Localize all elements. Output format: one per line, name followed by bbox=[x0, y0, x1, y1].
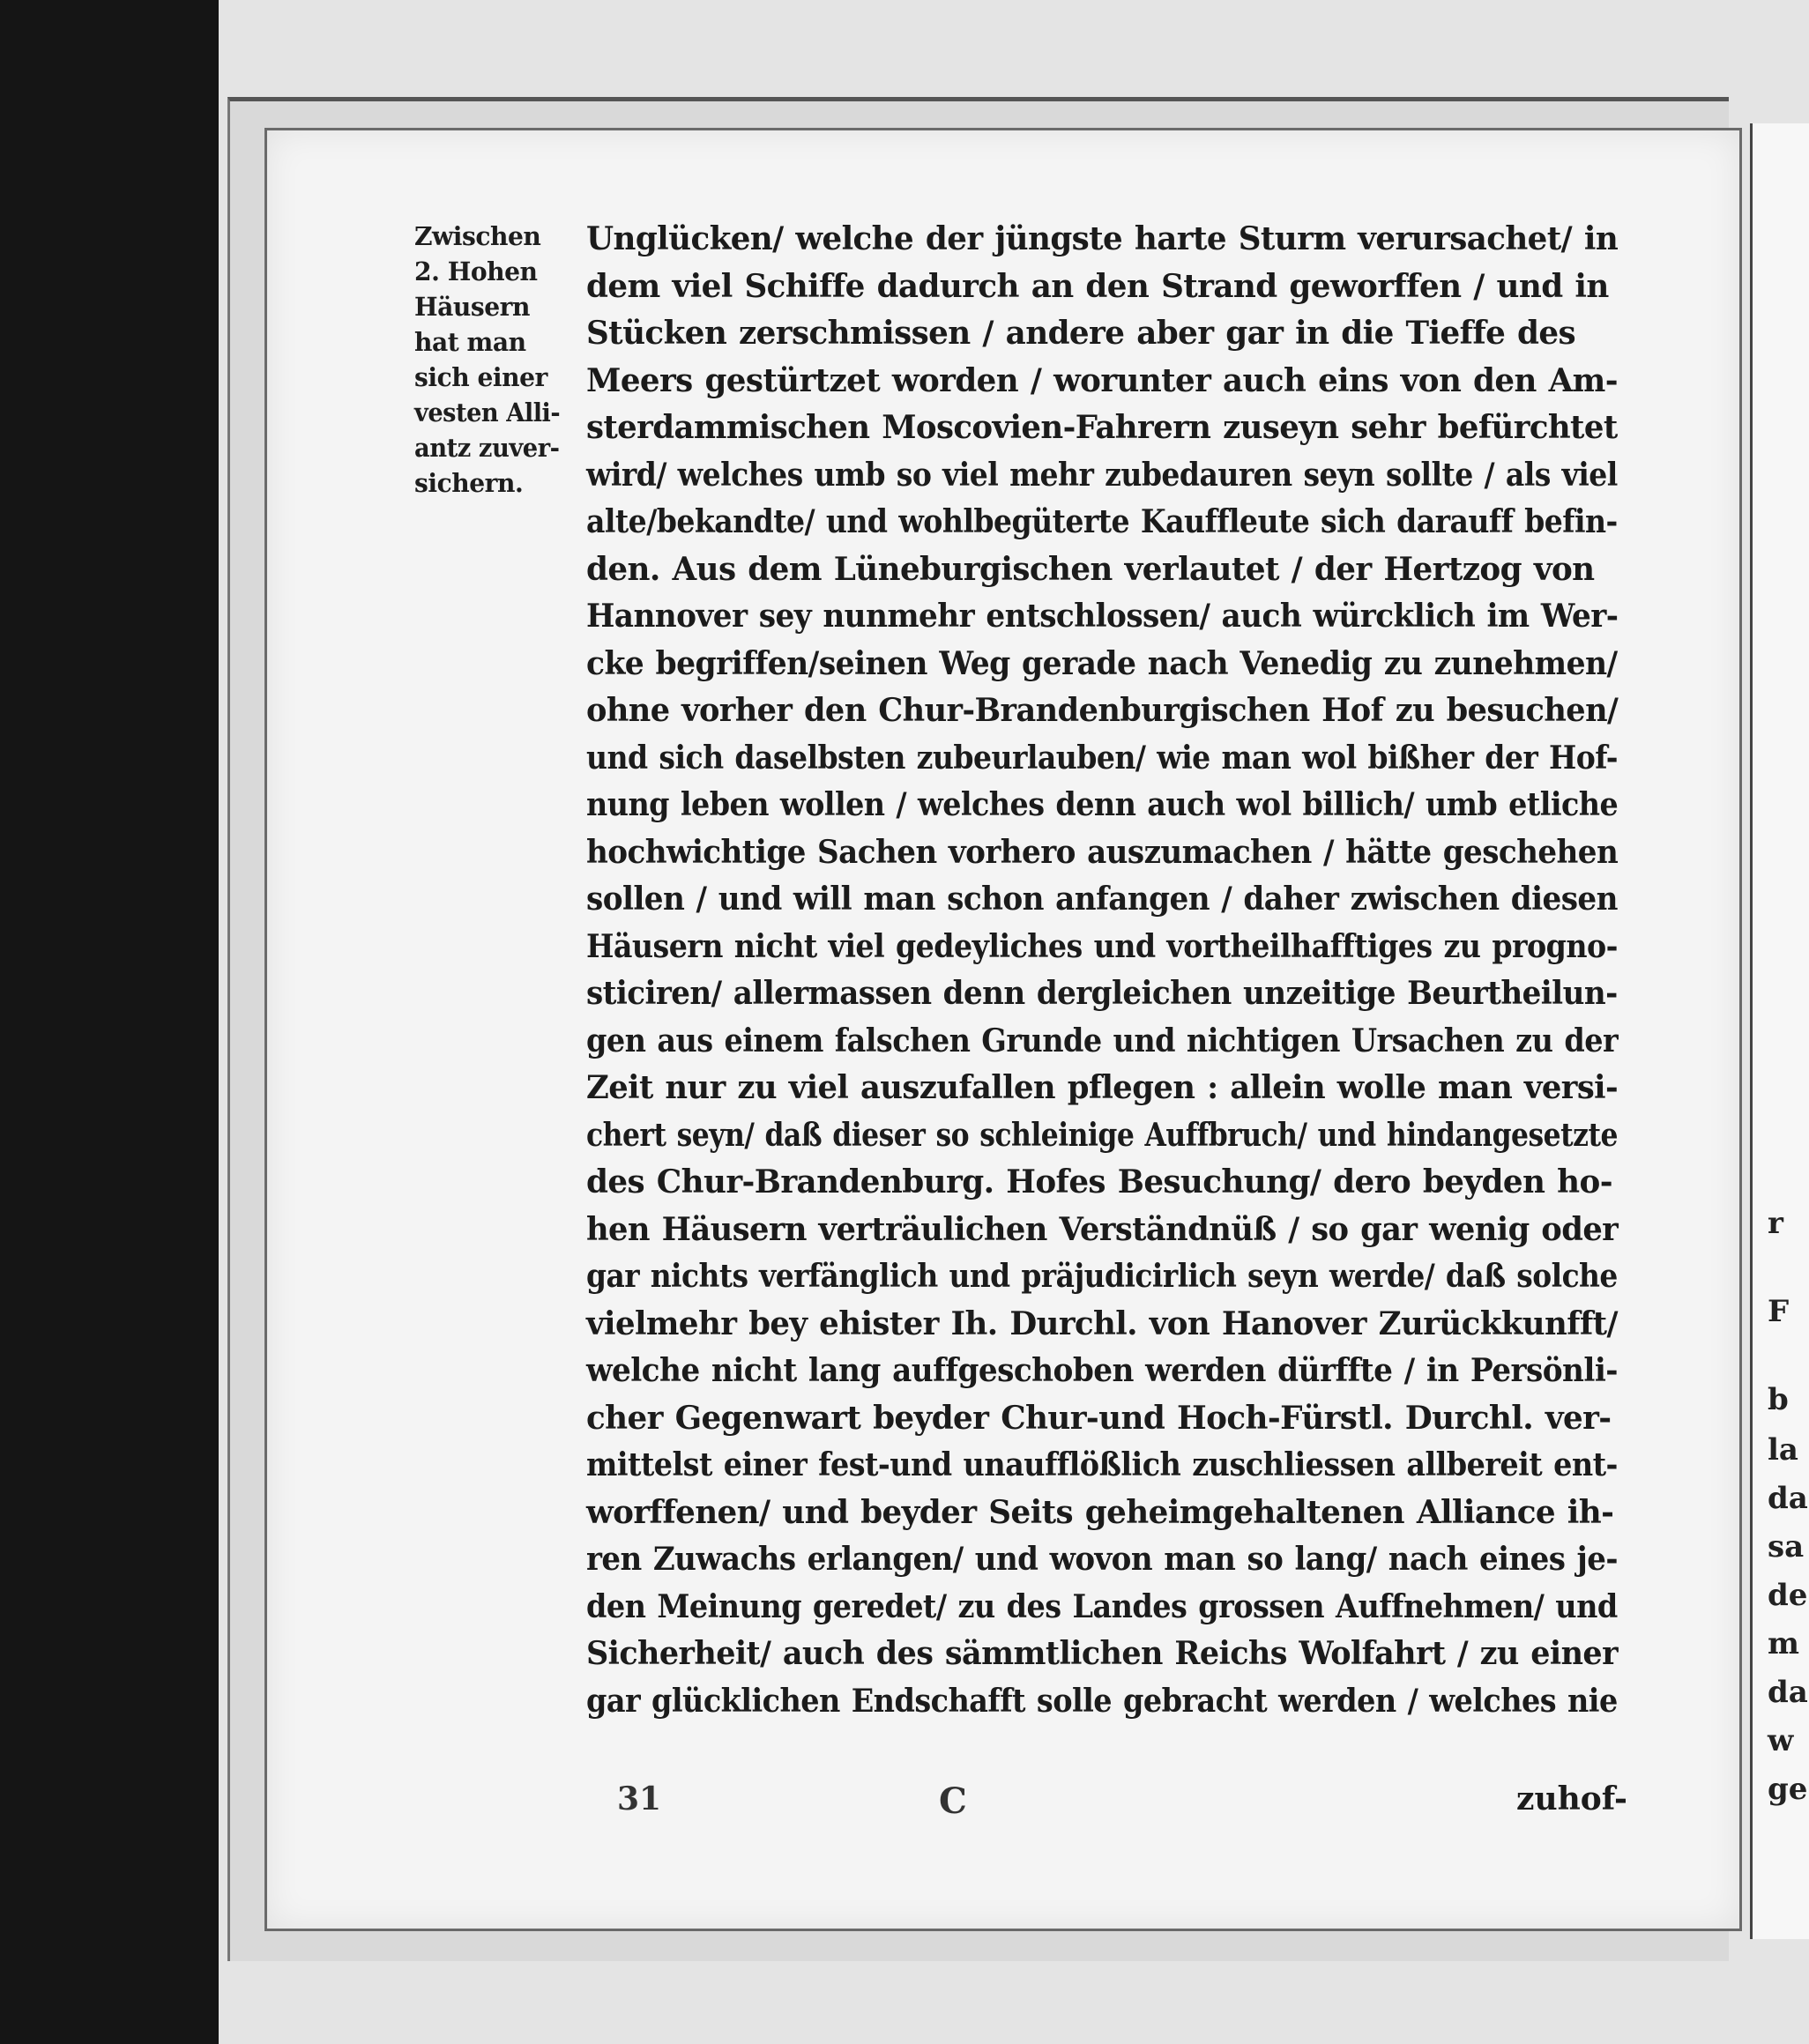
margin-note-line: hat man bbox=[414, 327, 526, 357]
text-line: nung leben wollen / welches denn auch wol billich/ umb etliche bbox=[586, 786, 1619, 823]
facing-page-fragment: b bbox=[1768, 1382, 1789, 1417]
text-line: hen Häusern verträulichen Verständnüß / so gar wenig oder bbox=[586, 1210, 1619, 1248]
margin-note-line: vesten Alli- bbox=[414, 398, 561, 427]
text-line: mittelst einer fest-und unaufflößlich zuschliessen allbereit ent- bbox=[586, 1446, 1618, 1483]
margin-note-line: antz zuver- bbox=[414, 433, 560, 463]
text-line: Zeit nur zu viel auszufallen pflegen : allein wolle man versi- bbox=[586, 1069, 1619, 1106]
text-line: ren Zuwachs erlangen/ und wovon man so lang/ nach eines je- bbox=[586, 1541, 1618, 1578]
text-line: Unglücken/ welche der jüngste harte Sturm verursachet/ in bbox=[586, 220, 1619, 257]
text-line: Häusern nicht viel gedeyliches und vortheilhafftiges zu progno- bbox=[586, 927, 1618, 965]
text-line: den. Aus dem Lüneburgischen verlautet / der Hertzog von bbox=[586, 550, 1595, 588]
margin-note bbox=[414, 219, 564, 501]
black-border-strip bbox=[0, 0, 219, 2044]
text-line: gen aus einem falschen Grunde und nichtigen Ursachen zu der bbox=[586, 1022, 1619, 1059]
facing-page-fragment: F bbox=[1768, 1294, 1790, 1329]
text-line: Stücken zerschmissen / andere aber gar in die Tieffe des bbox=[586, 315, 1576, 352]
facing-page-fragment: da bbox=[1768, 1675, 1808, 1710]
catchword: zuhof- bbox=[1516, 1780, 1627, 1817]
facing-page-fragment: ge bbox=[1768, 1772, 1808, 1807]
text-line: ohne vorher den Chur-Brandenburgischen Hof zu besuchen/ bbox=[586, 692, 1619, 729]
text-line: chert seyn/ daß dieser so schleinige Auffbruch/ und hindangesetzte bbox=[586, 1116, 1618, 1154]
text-line: Hannover sey nunmehr entschlossen/ auch würcklich im Wer- bbox=[586, 598, 1619, 635]
text-line: cher Gegenwart beyder Chur-und Hoch-Fürstl. Durchl. ver- bbox=[586, 1399, 1612, 1437]
facing-page-fragment: sa bbox=[1768, 1529, 1805, 1565]
text-line: hochwichtige Sachen vorhero auszumachen / hätte geschehen bbox=[586, 833, 1619, 871]
text-line: des Chur-Brandenburg. Hofes Besuchung/ dero beyden ho- bbox=[586, 1163, 1612, 1200]
facing-page-fragment: m bbox=[1768, 1626, 1799, 1661]
text-line: sterdammischen Moscovien-Fahrern zuseyn sehr befürchtet bbox=[586, 409, 1618, 446]
text-line: und sich daselbsten zubeurlauben/ wie man wol bißher der Hof- bbox=[586, 739, 1618, 777]
margin-note-line: Häusern bbox=[414, 292, 530, 322]
text-line: alte/bekandte/ und wohlbegüterte Kauffleute sich darauff befin- bbox=[586, 503, 1618, 540]
signature-mark: 31 bbox=[617, 1780, 662, 1817]
text-line: welche nicht lang auffgeschoben werden dürffte / in Persönli- bbox=[586, 1352, 1618, 1389]
margin-note-line: 2. Hohen bbox=[414, 256, 538, 286]
facing-page-edge bbox=[1750, 123, 1809, 1939]
facing-page-fragment: da bbox=[1768, 1481, 1808, 1516]
facing-page-fragment: de bbox=[1768, 1578, 1808, 1613]
text-line: dem viel Schiffe dadurch an den Strand geworffen / und in bbox=[586, 267, 1609, 305]
text-line: vielmehr bey ehister Ih. Durchl. von Hanover Zurückkunfft/ bbox=[586, 1304, 1618, 1342]
text-line: sticiren/ allermassen denn dergleichen unzeitige Beurtheilun- bbox=[586, 975, 1618, 1012]
text-line: den Meinung geredet/ zu des Landes grossen Auffnehmen/ und bbox=[586, 1587, 1618, 1625]
signature-letter: C bbox=[939, 1780, 967, 1822]
text-line: gar glücklichen Endschafft solle gebracht werden / welches nie bbox=[586, 1682, 1618, 1720]
margin-note-line: sichern. bbox=[414, 468, 524, 498]
margin-note-line: Zwischen bbox=[414, 221, 541, 251]
body-text bbox=[586, 216, 1627, 1725]
margin-note-line: sich einer bbox=[414, 362, 547, 392]
text-line: gar nichts verfänglich und präjudicirlich seyn werde/ daß solche bbox=[586, 1258, 1618, 1295]
text-line: wird/ welches umb so viel mehr zubedauren seyn sollte / als viel bbox=[586, 456, 1618, 494]
text-line: Meers gestürtzet worden / worunter auch eins von den Am- bbox=[586, 361, 1618, 399]
text-line: cke begriffen/seinen Weg gerade nach Venedig zu zunehmen/ bbox=[586, 644, 1618, 682]
facing-page-fragment: r bbox=[1768, 1206, 1783, 1241]
text-line: sollen / und will man schon anfangen / daher zwischen diesen bbox=[586, 881, 1618, 918]
facing-page-fragment: w bbox=[1768, 1723, 1794, 1758]
text-line: worffenen/ und beyder Seits geheimgehaltenen Alliance ih- bbox=[586, 1493, 1614, 1531]
text-line: Sicherheit/ auch des sämmtlichen Reichs Wolfahrt / zu einer bbox=[586, 1635, 1618, 1672]
facing-page-fragment: la bbox=[1768, 1432, 1798, 1468]
